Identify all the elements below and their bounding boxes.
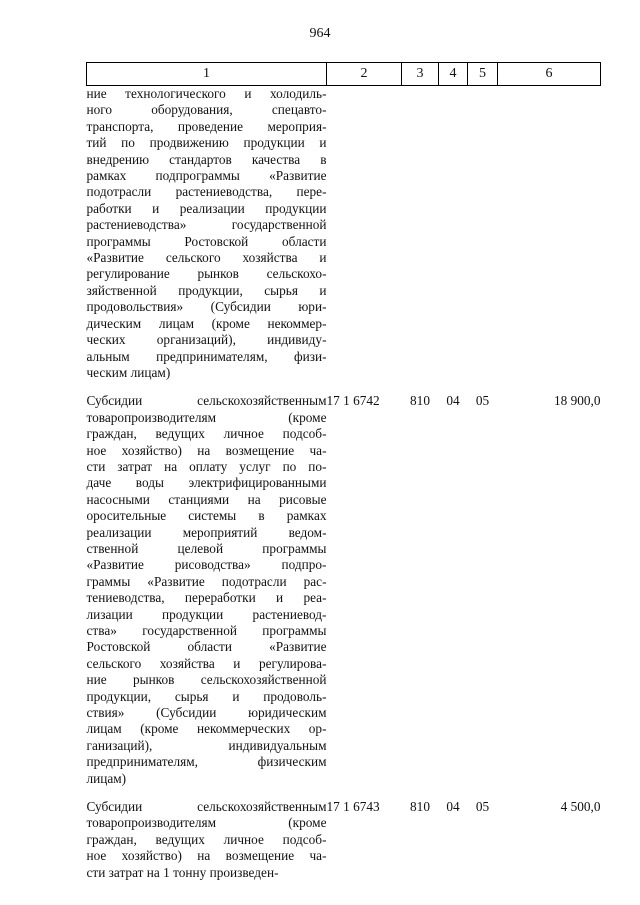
row-description bbox=[87, 787, 327, 881]
description-line: граждан, ведущих личное подсоб- bbox=[86, 426, 327, 442]
description-line: тениеводства, переработки и реа- bbox=[86, 590, 327, 606]
description-line: ческим лицам) bbox=[86, 364, 171, 380]
row-description bbox=[87, 86, 327, 382]
description-line: тий по продвижению продукции и bbox=[86, 135, 327, 151]
target-article-code bbox=[327, 86, 402, 382]
description-line: лицам) bbox=[86, 770, 127, 786]
description-line: ное хозяйство) на возмещение ча- bbox=[86, 442, 327, 458]
description-line: сти затрат на 1 тонну произведен- bbox=[86, 864, 279, 880]
description-line: альным предпринимателям, физи- bbox=[86, 348, 327, 364]
description-line: ное хозяйство) на возмещение ча- bbox=[86, 848, 327, 864]
column-header: 1 bbox=[87, 63, 327, 86]
description-line: оросительные системы в рамках bbox=[86, 508, 327, 524]
amount-value: 18 900,0 bbox=[553, 393, 601, 409]
description-line: граждан, ведущих личное подсоб- bbox=[86, 831, 327, 847]
description-line: растениеводства» государственной bbox=[86, 217, 327, 233]
description-line: ственной целевой программы bbox=[86, 540, 327, 556]
table-row bbox=[87, 787, 601, 881]
description-line: ного оборудования, спецавто- bbox=[86, 102, 327, 118]
description-line: рамках подпрограммы «Развитие bbox=[86, 168, 327, 184]
description-line: Субсидии сельскохозяйственным bbox=[86, 799, 327, 815]
description-line: предпринимателям, физическим bbox=[86, 754, 327, 770]
page-number: 964 bbox=[309, 26, 331, 41]
description-line: программы Ростовской области bbox=[86, 233, 327, 249]
description-line: лицам (кроме некоммерческих ор- bbox=[86, 721, 327, 737]
description-line: работки и реализации продукции bbox=[86, 200, 327, 216]
table-row bbox=[87, 86, 601, 382]
section-code: 04 bbox=[446, 799, 460, 815]
description-line: регулирование рынков сельскохо- bbox=[86, 266, 327, 282]
section-code: 04 bbox=[446, 393, 460, 409]
description-line: реализации мероприятий ведом- bbox=[86, 524, 327, 540]
description-line: транспорта, проведение мероприя- bbox=[86, 118, 327, 134]
description-line: ганизаций), индивидуальным bbox=[86, 737, 327, 753]
column-header: 3 bbox=[402, 63, 439, 86]
budget-table bbox=[86, 62, 601, 881]
description-line: насосными станциями на рисовые bbox=[86, 491, 327, 507]
subsection-code bbox=[468, 86, 498, 382]
description-line: товаропроизводителям (кроме bbox=[86, 815, 327, 831]
description-line: сельского хозяйства и регулирова- bbox=[86, 655, 327, 671]
description-line: Субсидии сельскохозяйственным bbox=[86, 393, 327, 409]
description-line: ние технологического и холодиль- bbox=[86, 86, 327, 101]
description-line: граммы «Развитие подотрасли рас- bbox=[86, 573, 327, 589]
column-header: 5 bbox=[468, 63, 498, 86]
column-header: 2 bbox=[327, 63, 402, 86]
description-line: внедрению стандартов качества в bbox=[86, 151, 327, 167]
amount-value: 4 500,0 bbox=[560, 799, 601, 815]
description-line: ствия» (Субсидии юридическим bbox=[86, 705, 327, 721]
description-line: продукции, сырья и продоволь- bbox=[86, 688, 327, 704]
description-line: продовольствия» (Субсидии юри- bbox=[86, 299, 327, 315]
description-line: зяйственной продукции, сырья и bbox=[86, 282, 327, 298]
row-description bbox=[87, 381, 327, 787]
target-article-code: 17 1 6742 bbox=[326, 393, 380, 409]
description-line: товаропроизводителям (кроме bbox=[86, 409, 327, 425]
target-article-code: 17 1 6743 bbox=[326, 799, 380, 815]
description-line: ние рынков сельскохозяйственной bbox=[86, 672, 327, 688]
column-header: 6 bbox=[498, 63, 601, 86]
expense-type-code: 810 bbox=[410, 393, 430, 409]
description-line: ческих организаций), индивиду- bbox=[86, 332, 327, 348]
table-header-row bbox=[87, 63, 601, 86]
expense-type-code: 810 bbox=[410, 799, 430, 815]
description-line: дическим лицам (кроме некоммер- bbox=[86, 315, 327, 331]
section-code bbox=[439, 86, 468, 382]
description-line: лизации продукции растениевод- bbox=[86, 606, 327, 622]
subsection-code: 05 bbox=[475, 799, 490, 815]
description-line: подотрасли растениеводства, пере- bbox=[86, 184, 327, 200]
description-line: Ростовской области «Развитие bbox=[86, 639, 327, 655]
description-line: ства» государственной программы bbox=[86, 623, 327, 638]
description-line: «Развитие рисоводства» подпро- bbox=[86, 557, 327, 573]
table-row bbox=[87, 381, 601, 787]
subsection-code: 05 bbox=[475, 393, 490, 409]
description-line: «Развитие сельского хозяйства и bbox=[86, 250, 327, 266]
column-header: 4 bbox=[439, 63, 468, 86]
description-line: сти затрат на оплату услуг по по- bbox=[86, 458, 327, 474]
expense-type-code bbox=[402, 86, 439, 382]
description-line: даче воды электрифицированными bbox=[86, 475, 327, 491]
amount-value bbox=[498, 86, 601, 382]
